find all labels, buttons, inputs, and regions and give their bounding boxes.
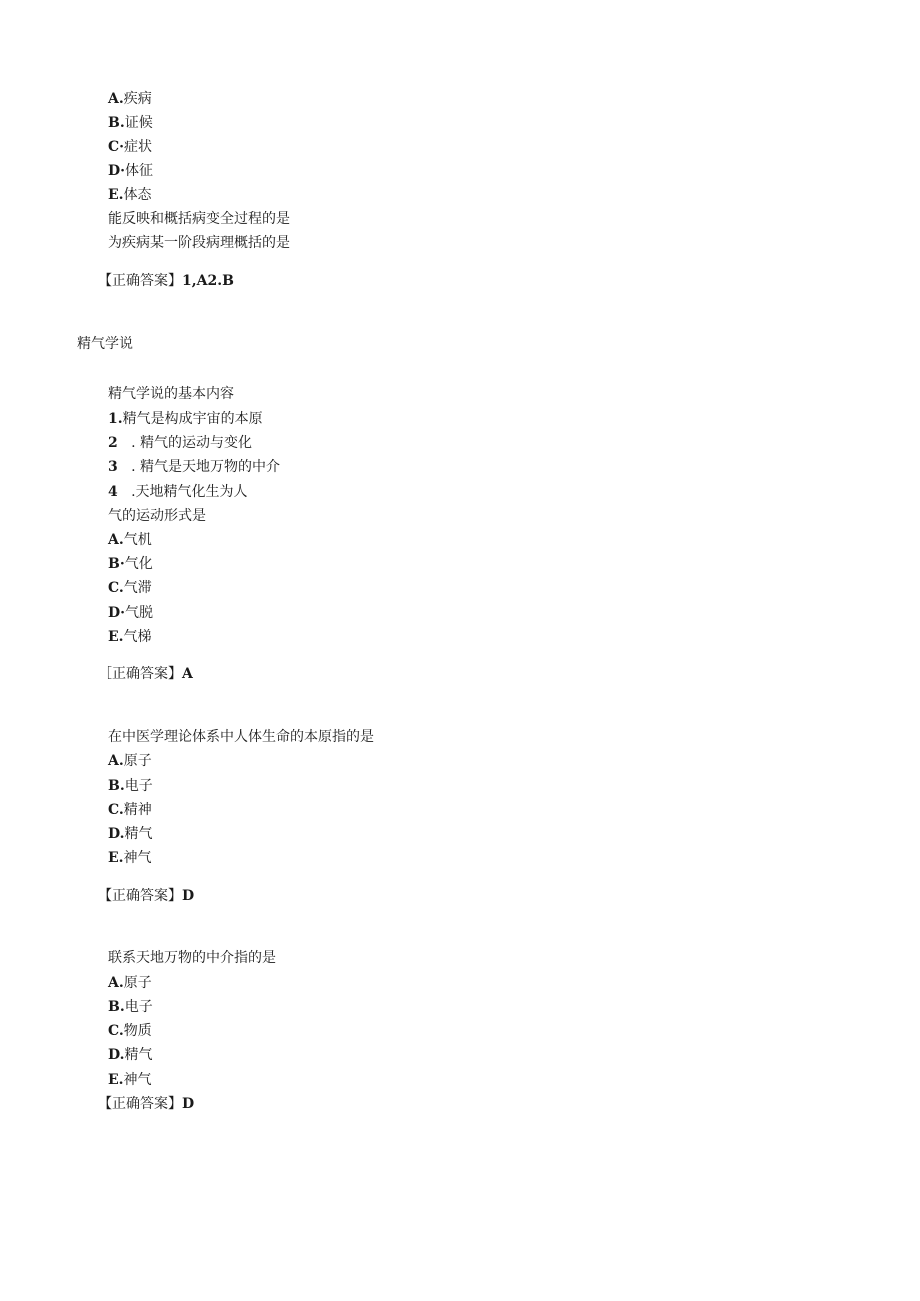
q3-option-d: D.精气: [108, 826, 153, 842]
q2-option-e: E.气梯: [108, 629, 152, 645]
theory-point-1: 1.精气是构成宇宙的本原: [108, 411, 263, 427]
q1-answer: 【正确答案】1,A2.B: [98, 273, 234, 289]
q4-stem: 联系天地万物的中介指的是: [108, 950, 276, 966]
theory-point-2: 2 . 精气的运动与变化: [108, 435, 253, 451]
q1-option-e: E.体态: [108, 187, 152, 203]
q1-option-d: D·体征: [108, 163, 154, 179]
q4-option-a: A.原子: [108, 975, 152, 991]
q1-sub-question-1: 能反映和概括病变全过程的是: [108, 211, 290, 227]
q1-sub-question-2: 为疾病某一阶段病理概括的是: [108, 235, 290, 251]
q3-option-c: C.精神: [108, 802, 152, 818]
q1-option-b: B.证候: [108, 115, 153, 131]
q1-option-a: A.疾病: [108, 91, 152, 107]
q3-answer: 【正确答案】D: [98, 888, 195, 904]
q4-option-b: B.电子: [108, 999, 153, 1015]
q3-option-b: B.电子: [108, 778, 153, 794]
q3-option-a: A.原子: [108, 753, 152, 769]
section-title: 精气学说: [77, 336, 133, 352]
q2-option-c: C.气滞: [108, 580, 152, 596]
q3-option-e: E.神气: [108, 850, 152, 866]
q1-option-c: C·症状: [108, 139, 153, 155]
q4-option-d: D.精气: [108, 1047, 153, 1063]
q3-stem: 在中医学理论体系中人体生命的本原指的是: [108, 729, 374, 745]
q2-option-d: D·气脱: [108, 605, 154, 621]
q2-answer: ［正确答案】A: [98, 666, 193, 682]
q4-answer: 【正确答案】D: [98, 1096, 195, 1112]
q2-option-a: A.气机: [108, 532, 152, 548]
q4-option-c: C.物质: [108, 1023, 152, 1039]
theory-heading: 精气学说的基本内容: [108, 386, 234, 402]
q4-option-e: E.神气: [108, 1072, 152, 1088]
theory-point-3: 3 . 精气是天地万物的中介: [108, 459, 281, 475]
q2-option-b: B·气化: [108, 556, 153, 572]
q2-stem: 气的运动形式是: [108, 508, 206, 524]
theory-point-4: 4 .天地精气化生为人: [108, 484, 248, 500]
